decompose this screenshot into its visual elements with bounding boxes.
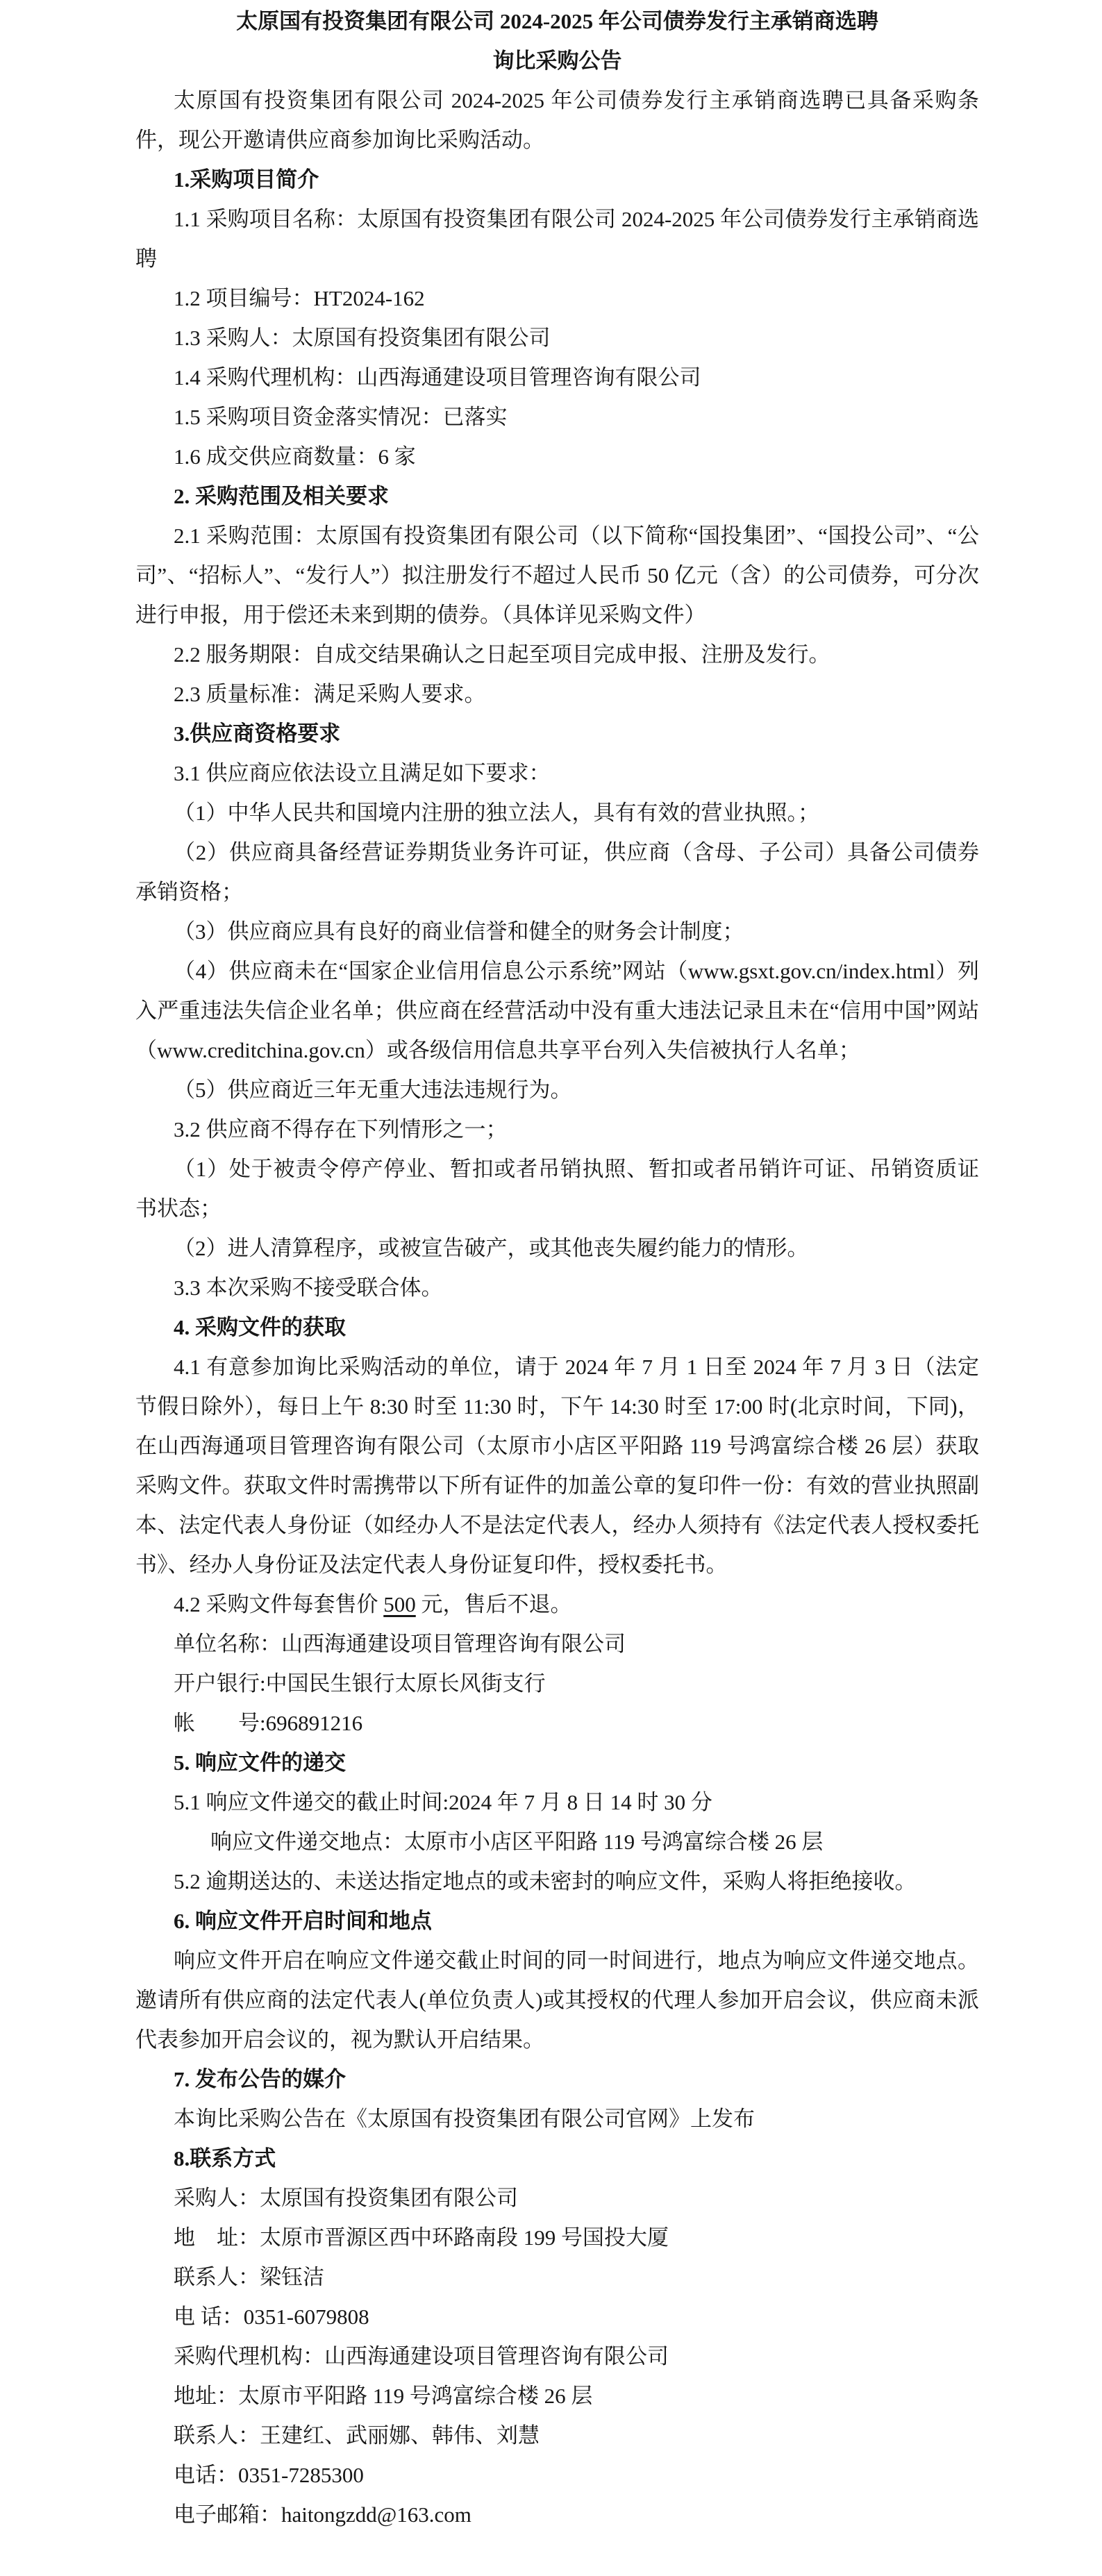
- clause-3-3: 3.3 本次采购不接受联合体。: [174, 1276, 443, 1300]
- clause-1-1: 1.1 采购项目名称：太原国有投资集团有限公司 2024-2025 年公司债券发行主承销商选聘: [135, 207, 979, 271]
- account-number-line: 帐 号:696891216: [174, 1711, 363, 1735]
- contact-agency-line: 采购代理机构：山西海通建设项目管理咨询有限公司: [174, 2344, 669, 2368]
- section-5-heading: 5. 响应文件的递交: [174, 1750, 346, 1775]
- document-title-line1: 太原国有投资集团有限公司 2024-2025 年公司债券发行主承销商选聘: [236, 9, 878, 33]
- clause-5-1: 5.1 响应文件递交的截止时间:2024 年 7 月 8 日 14 时 30 分: [174, 1790, 712, 1814]
- clause-1-6: 1.6 成交供应商数量：6 家: [174, 444, 416, 469]
- contact-purchaser-line: 采购人：太原国有投资集团有限公司: [174, 2186, 518, 2210]
- section-6-body: 响应文件开启在响应文件递交截止时间的同一时间进行，地点为响应文件递交地点。邀请所有供应商的法定代表人(单位负责人)或其授权的代理人参加开启会议，供应商未派代表参加开启会议的，视为默认开启结果。: [135, 1948, 979, 2052]
- contact-agency-person-line: 联系人：王建红、武丽娜、韩伟、刘慧: [174, 2423, 540, 2448]
- clause-3-2: 3.2 供应商不得存在下列情形之一；: [174, 1117, 508, 1141]
- contact-purchaser-phone-line: 电 话：0351-6079808: [174, 2305, 369, 2329]
- clause-2-3: 2.3 质量标准：满足采购人要求。: [174, 682, 486, 706]
- clause-2-1: 2.1 采购范围：太原国有投资集团有限公司（以下简称“国投集团”、“国投公司”、“公司”、“招标人”、“发行人”）拟注册发行不超过人民币 50 亿元（含）的公司债券，可分次进行申报，用于偿还未来到期的债券。（具体详见采购文件）: [135, 524, 979, 627]
- clause-4-2-prefix: 4.2 采购文件每套售价: [174, 1592, 384, 1616]
- clause-3-1-item-3: （3）供应商应具有良好的商业信誉和健全的财务会计制度；: [174, 919, 744, 944]
- section-3-heading: 3.供应商资格要求: [174, 721, 341, 746]
- section-7-body: 本询比采购公告在《太原国有投资集团有限公司官网》上发布: [174, 2107, 755, 2131]
- contact-agency-email-line: 电子邮箱：haitongzdd@163.com: [174, 2502, 471, 2527]
- clause-3-1: 3.1 供应商应依法设立且满足如下要求：: [174, 761, 551, 785]
- clause-3-1-item-4: （4）供应商未在“国家企业信用信息公示系统”网站（www.gsxt.gov.cn/index.html）列入严重违法失信企业名单；供应商在经营活动中没有重大违法记录且未在“信用中国”网站（www.creditchina.gov.cn）或各级信用信息共享平台列入失信被执行人名单；: [135, 959, 979, 1062]
- section-8-heading: 8.联系方式: [174, 2146, 276, 2171]
- clause-4-2: [135, 1584, 979, 1624]
- clause-2-2: 2.2 服务期限：自成交结果确认之日起至项目完成申报、注册及发行。: [174, 642, 830, 667]
- clause-4-2-suffix: 元，售后不退。: [415, 1592, 572, 1616]
- bank-line: 开户银行:中国民生银行太原长风街支行: [174, 1671, 546, 1696]
- contact-purchaser-address-line: 地 址：太原市晋源区西中环路南段 199 号国投大厦: [174, 2225, 669, 2250]
- contact-purchaser-person-line: 联系人：梁钰洁: [174, 2265, 324, 2289]
- submission-place-line: 响应文件递交地点：太原市小店区平阳路 119 号鸿富综合楼 26 层: [210, 1830, 824, 1854]
- contact-agency-phone-line: 电话：0351-7285300: [174, 2463, 364, 2487]
- section-2-heading: 2. 采购范围及相关要求: [174, 484, 389, 508]
- clause-3-1-item-5: （5）供应商近三年无重大违法违规行为。: [174, 1078, 572, 1102]
- agency-unit-name-line: 单位名称：山西海通建设项目管理咨询有限公司: [174, 1632, 626, 1656]
- section-6-heading: 6. 响应文件开启时间和地点: [174, 1909, 432, 1933]
- clause-3-2-item-1: （1）处于被责令停产停业、暂扣或者吊销执照、暂扣或者吊销许可证、吊销资质证书状态；: [135, 1157, 979, 1221]
- document-price-underlined: 500: [383, 1592, 416, 1616]
- clause-1-4: 1.4 采购代理机构：山西海通建设项目管理咨询有限公司: [174, 365, 701, 390]
- intro-paragraph: 太原国有投资集团有限公司 2024-2025 年公司债券发行主承销商选聘已具备采购条件，现公开邀请供应商参加询比采购活动。: [135, 88, 979, 152]
- document-title-line2: 询比采购公告: [492, 49, 622, 73]
- clause-3-1-item-1: （1）中华人民共和国境内注册的独立法人，具有有效的营业执照。；: [174, 801, 819, 825]
- section-1-heading: 1.采购项目简介: [174, 167, 319, 192]
- clause-3-1-item-2: （2）供应商具备经营证券期货业务许可证，供应商（含母、子公司）具备公司债券承销资格；: [135, 840, 979, 904]
- section-4-heading: 4. 采购文件的获取: [174, 1315, 346, 1339]
- section-7-heading: 7. 发布公告的媒介: [174, 2067, 346, 2091]
- clause-4-1: 4.1 有意参加询比采购活动的单位，请于 2024 年 7 月 1 日至 2024 年 7 月 3 日（法定节假日除外），每日上午 8:30 时至 11:30 时，下午 14:30 时至 17:00 时(北京时间，下同)，在山西海通项目管理咨询有限公司（太原市小店区平阳路 119 号鸿富综合楼 26 层）获取采购文件。获取文件时需携带以下所有证件的加盖公章的复印件一份：有效的营业执照副本、法定代表人身份证（如经办人不是法定代表人，经办人须持有《法定代表人授权委托书》、经办人身份证及法定代表人身份证复印件，授权委托书。: [135, 1355, 979, 1577]
- contact-agency-address-line: 地址：太原市平阳路 119 号鸿富综合楼 26 层: [174, 2384, 593, 2408]
- clause-5-2: 5.2 逾期送达的、未送达指定地点的或未密封的响应文件，采购人将拒绝接收。: [174, 1869, 917, 1893]
- clause-1-2: 1.2 项目编号：HT2024-162: [174, 286, 425, 310]
- clause-3-2-item-2: （2）进人清算程序，或被宣告破产，或其他丧失履约能力的情形。: [174, 1236, 809, 1260]
- clause-1-5: 1.5 采购项目资金落实情况：已落实: [174, 405, 508, 429]
- clause-1-3: 1.3 采购人：太原国有投资集团有限公司: [174, 326, 551, 350]
